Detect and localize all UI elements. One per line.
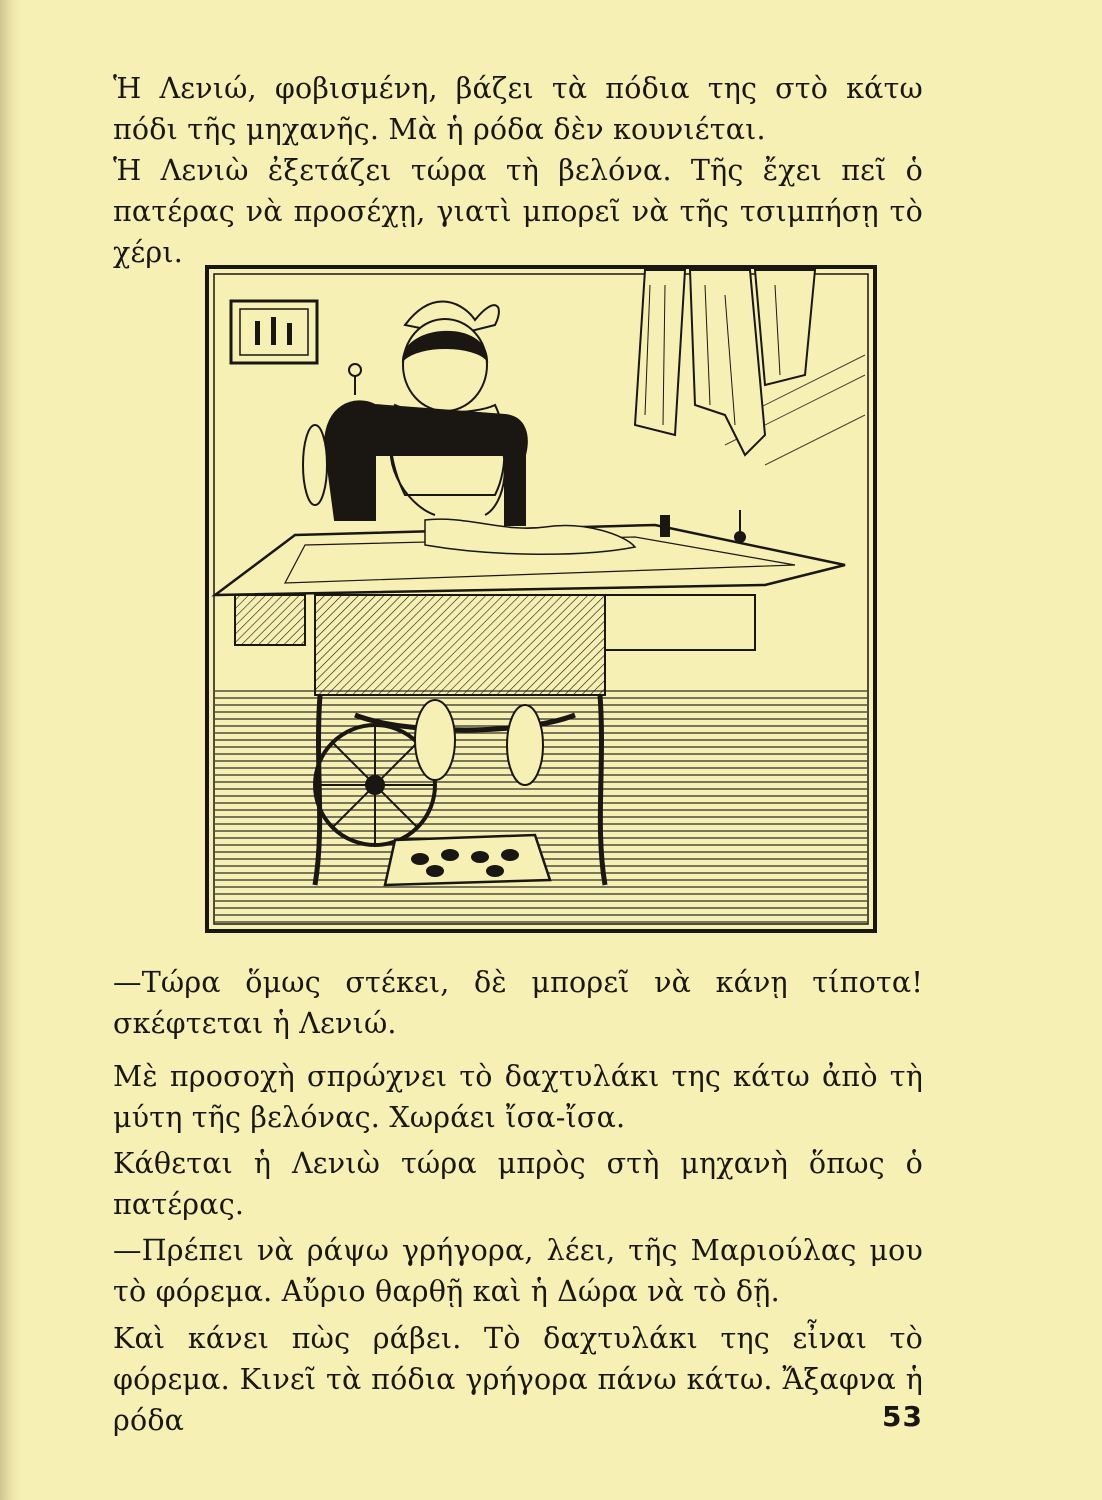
page-gutter-shadow (0, 0, 22, 1500)
paragraph-4: Μὲ προσοχὴ σπρώχνει τὸ δαχτυλάκι της κάτω ἀπὸ τὴ μύτη τῆς βελόνας. Χωράει ἴσα-ἴσα. (113, 1060, 923, 1134)
paragraph-7: Καὶ κάνει πὼς ράβει. Τὸ δαχτυλάκι της εἶναι τὸ φόρεμα. Κινεῖ τὰ πόδια γρήγορα πάνω κάτω. Ἄξαφνα ἡ ρόδα (113, 1322, 923, 1437)
paragraph-1: Ἡ Λενιώ, φοβισμένη, βάζει τὰ πόδια της στὸ κάτω πόδι τῆς μηχανῆς. Μὰ ἡ ρόδα δὲν κουνιέται. (113, 72, 923, 146)
paragraph-3: —Τώρα ὅμως στέκει, δὲ μπορεῖ νὰ κάνῃ τίποτα! σκέφτεται ἡ Λενιώ. (113, 966, 923, 1040)
paragraph-2: Ἡ Λενιὼ ἐξετάζει τώρα τὴ βελόνα. Τῆς ἔχει πεῖ ὁ πατέρας νὰ προσέχῃ, γιατὶ μπορεῖ νὰ τῆς τσιμπήσῃ τὸ χέρι. (113, 154, 923, 269)
sewing-machine-illustration (205, 265, 877, 933)
paragraph-6: —Πρέπει νὰ ράψω γρήγορα, λέει, τῆς Μαριούλας μου τὸ φόρεμα. Αὔριο θαρθῇ καὶ ἡ Δώρα νὰ τὸ δῇ. (113, 1234, 923, 1308)
page-number: 53 (882, 1400, 923, 1433)
paragraph-5: Κάθεται ἡ Λενιὼ τώρα μπρὸς στὴ μηχανὴ ὅπως ὁ πατέρας. (113, 1147, 923, 1221)
